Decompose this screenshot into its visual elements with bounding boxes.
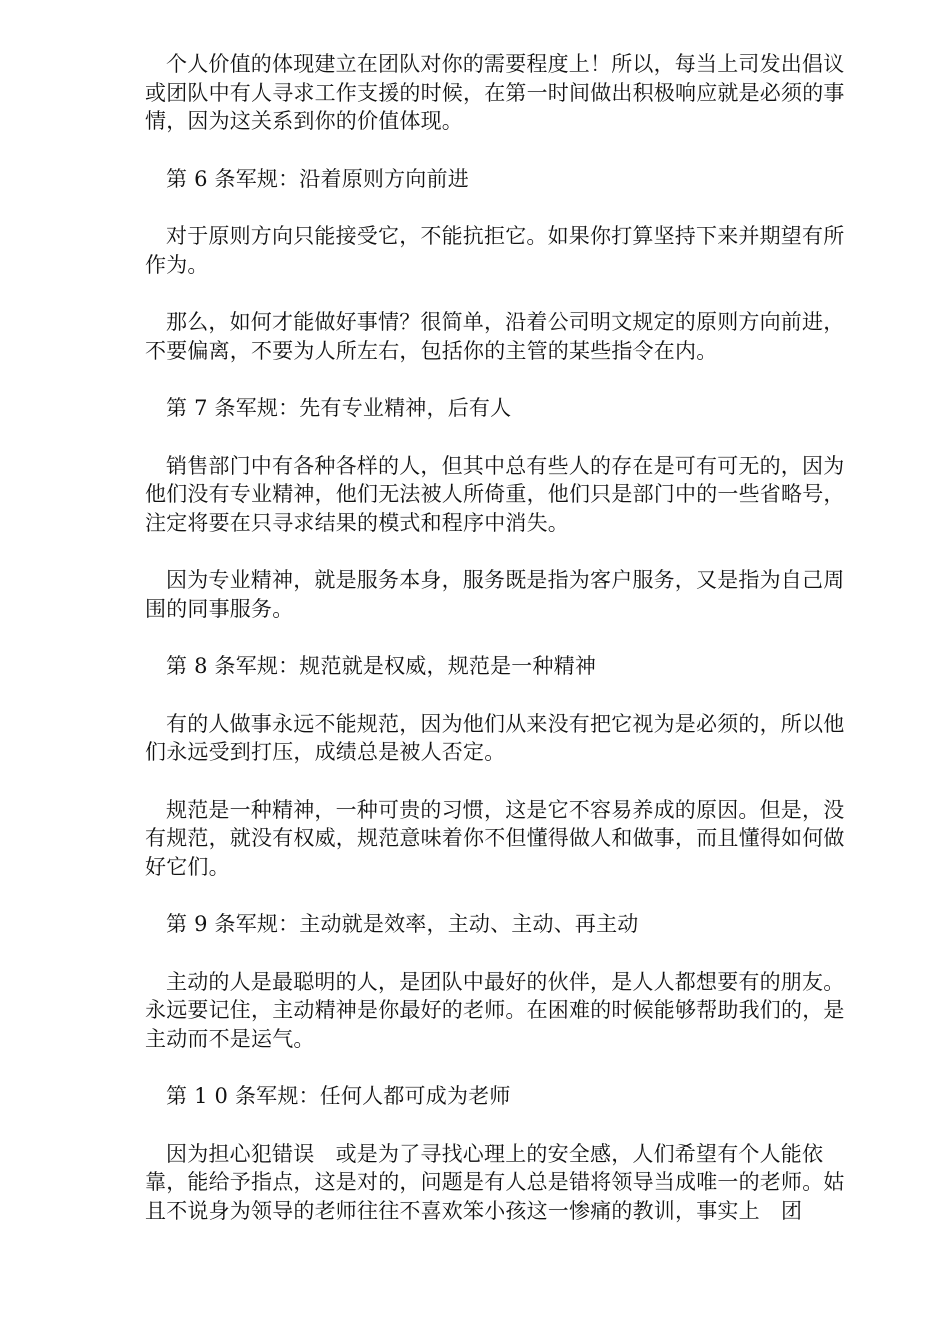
paragraph: 主动的人是最聪明的人，是团队中最好的伙伴，是人人都想要有的朋友。永远要记住，主动精神是你最好的老师。在困难的时候能够帮助我们的，是主动而不是运气。 <box>145 969 845 1051</box>
paragraph: 因为担心犯错误 或是为了寻找心理上的安全感，人们希望有个人能依靠，能给予指点，这是对的，问题是有人总是错将领导当成唯一的老师。姑且不说身为领导的老师往往不喜欢笨小孩这一惨痛的教训，事实上 团 <box>145 1141 845 1223</box>
rule-heading: 第 7 条军规：先有专业精神，后有人 <box>166 396 512 420</box>
document-page <box>145 50 865 1254</box>
rule-heading: 第 1 0 条军规：任何人都可成为老师 <box>166 1084 511 1108</box>
paragraph: 那么，如何才能做好事情？很简单，沿着公司明文规定的原则方向前进，不要偏离，不要为人所左右，包括你的主管的某些指令在内。 <box>145 310 845 363</box>
paragraph: 个人价值的体现建立在团队对你的需要程度上！所以，每当上司发出倡议或团队中有人寻求工作支援的时候，在第一时间做出积极响应就是必须的事情，因为这关系到你的价值体现。 <box>145 52 845 133</box>
rule-heading: 第 9 条军规：主动就是效率，主动、主动、再主动 <box>166 912 639 936</box>
rule-heading: 第 6 条军规：沿着原则方向前进 <box>166 166 469 191</box>
paragraph: 规范是一种精神，一种可贵的习惯，这是它不容易养成的原因。但是，没有规范，就没有权威，规范意味着你不但懂得做人和做事，而且懂得如何做好它们。 <box>145 797 845 879</box>
rule-heading: 第 8 条军规：规范就是权威，规范是一种精神 <box>166 654 597 678</box>
paragraph: 有的人做事永远不能规范，因为他们从来没有把它视为是必须的，所以他们永远受到打压，成绩总是被人否定。 <box>145 711 845 764</box>
paragraph: 因为专业精神，就是服务本身，服务既是指为客户服务，又是指为自己周围的同事服务。 <box>145 568 845 621</box>
paragraph: 对于原则方向只能接受它，不能抗拒它。如果你打算坚持下来并期望有所作为。 <box>145 224 845 277</box>
paragraph: 销售部门中有各种各样的人，但其中总有些人的存在是可有可无的，因为他们没有专业精神，他们无法被人所倚重，他们只是部门中的一些省略号，注定将要在只寻求结果的模式和程序中消失。 <box>145 453 845 535</box>
